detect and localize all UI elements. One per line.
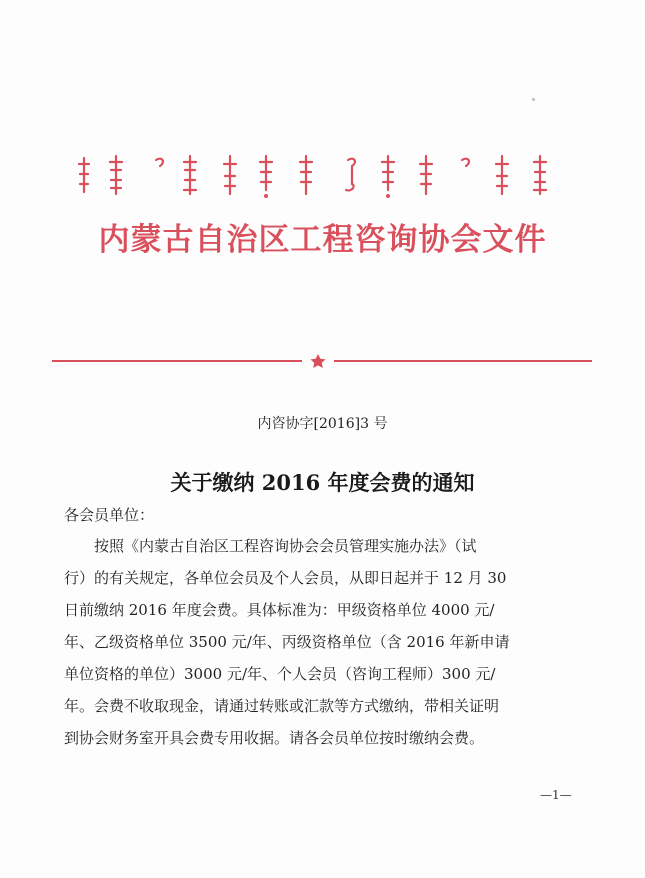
paper-speck	[532, 98, 535, 101]
salutation: 各会员单位：	[64, 506, 155, 524]
body-line: 年、乙级资格单位 3500 元/年、丙级资格单位（含 2016 年新申请	[64, 633, 510, 651]
body-line: 到协会财务室开具会费专用收据。请各会员单位按时缴纳会费。	[64, 729, 485, 747]
body-line: 年。会费不收取现金，请通过转账或汇款等方式缴纳，带相关证明	[64, 697, 500, 715]
page-number: —1—	[540, 788, 572, 802]
mongolian-script-icon	[70, 150, 570, 200]
masthead-title: 内蒙古自治区工程咨询协会文件	[98, 222, 547, 258]
document-number: 内咨协字[2016]3 号	[257, 416, 388, 432]
body-line: 按照《内蒙古自治区工程咨询协会会员管理实施办法》（试	[94, 537, 477, 555]
red-divider	[52, 354, 592, 368]
body-line: 行）的有关规定，各单位会员及个人会员，从即日起并于 12 月 30	[64, 569, 507, 587]
star-icon	[310, 354, 325, 368]
notice-title: 关于缴纳 2016 年度会费的通知	[170, 470, 475, 495]
body-line: 单位资格的单位）3000 元/年、个人会员（咨询工程师）300 元/	[64, 665, 496, 683]
body-line: 日前缴纳 2016 年度会费。具体标准为：甲级资格单位 4000 元/	[64, 601, 495, 619]
